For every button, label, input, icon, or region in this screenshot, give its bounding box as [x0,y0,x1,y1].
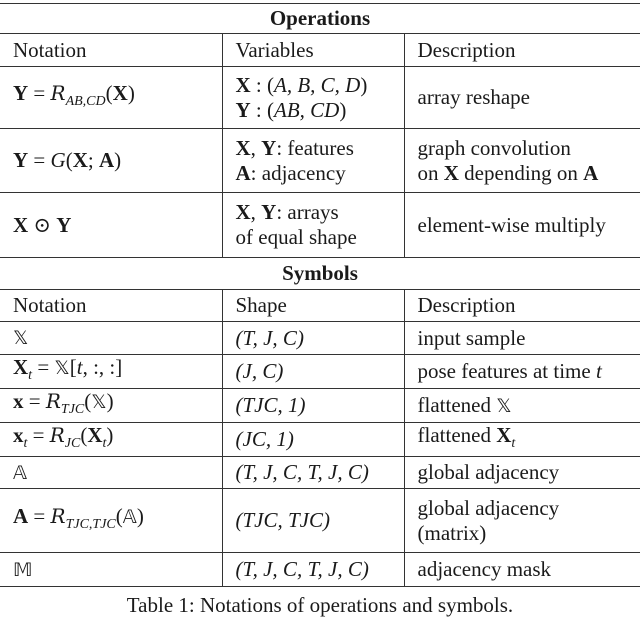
variables-cell: X : (A, B, C, D) Y : (AB, CD) [222,67,404,129]
description-cell: pose features at time t [404,355,640,389]
variables-cell: X, Y: features A: adjacency [222,129,404,193]
header-shape: Shape [222,290,404,322]
notation-cell: $A = R_{TJC,TJC}(𝔸)$ [0,489,222,553]
notation-cell: Y = G(X; A) [0,129,222,193]
shape-cell: (T, J, C) [222,322,404,355]
header-description: Description [404,290,640,322]
shape-cell: (T, J, C, T, J, C) [222,457,404,489]
description-cell: input sample [404,322,640,355]
notation-cell: $X_t$ = 𝕏[t, :, :] [0,355,222,389]
description-cell: flattened $X_t$ [404,423,640,457]
description-cell: array reshape [404,67,640,129]
table-row [0,355,640,389]
description-cell: flattened 𝕏 [404,389,640,423]
table-row [0,553,640,587]
shape-cell: (TJC, 1) [222,389,404,423]
description-cell: global adjacency (matrix) [404,489,640,553]
description-cell: adjacency mask [404,553,640,587]
description-cell: element-wise multiply [404,193,640,258]
notation-cell: $x_t = R_{JC}(X_t)$ [0,423,222,457]
header-variables: Variables [222,34,404,67]
notation-cell: X ⊙ Y [0,193,222,258]
table-row [0,457,640,489]
section-title-symbols: Symbols [0,258,640,290]
notation-cell: $x = R_{TJC}(𝕏)$ [0,389,222,423]
shape-cell: (TJC, TJC) [222,489,404,553]
table-row [0,67,640,129]
header-description: Description [404,34,640,67]
notation-table [0,3,640,587]
table-row [0,193,640,258]
shape-cell: (T, J, C, T, J, C) [222,553,404,587]
table-row [0,423,640,457]
table-caption: Table 1: Notations of operations and symbols. [126,593,514,617]
description-cell: global adjacency [404,457,640,489]
variables-cell: X, Y: arrays of equal shape [222,193,404,258]
table-row [0,389,640,423]
section-title-operations: Operations [0,4,640,34]
shape-cell: (J, C) [222,355,404,389]
notation-cell: 𝕏 [0,322,222,355]
table-row [0,129,640,193]
notation-cell: $Y = R_{AB,CD}(X)$ [0,67,222,129]
header-notation: Notation [0,290,222,322]
table-row [0,489,640,553]
table-row [0,322,640,355]
notation-cell: 𝕄 [0,553,222,587]
notation-cell: 𝔸 [0,457,222,489]
description-cell: graph convolution on X depending on A [404,129,640,193]
header-notation: Notation [0,34,222,67]
shape-cell: (JC, 1) [222,423,404,457]
